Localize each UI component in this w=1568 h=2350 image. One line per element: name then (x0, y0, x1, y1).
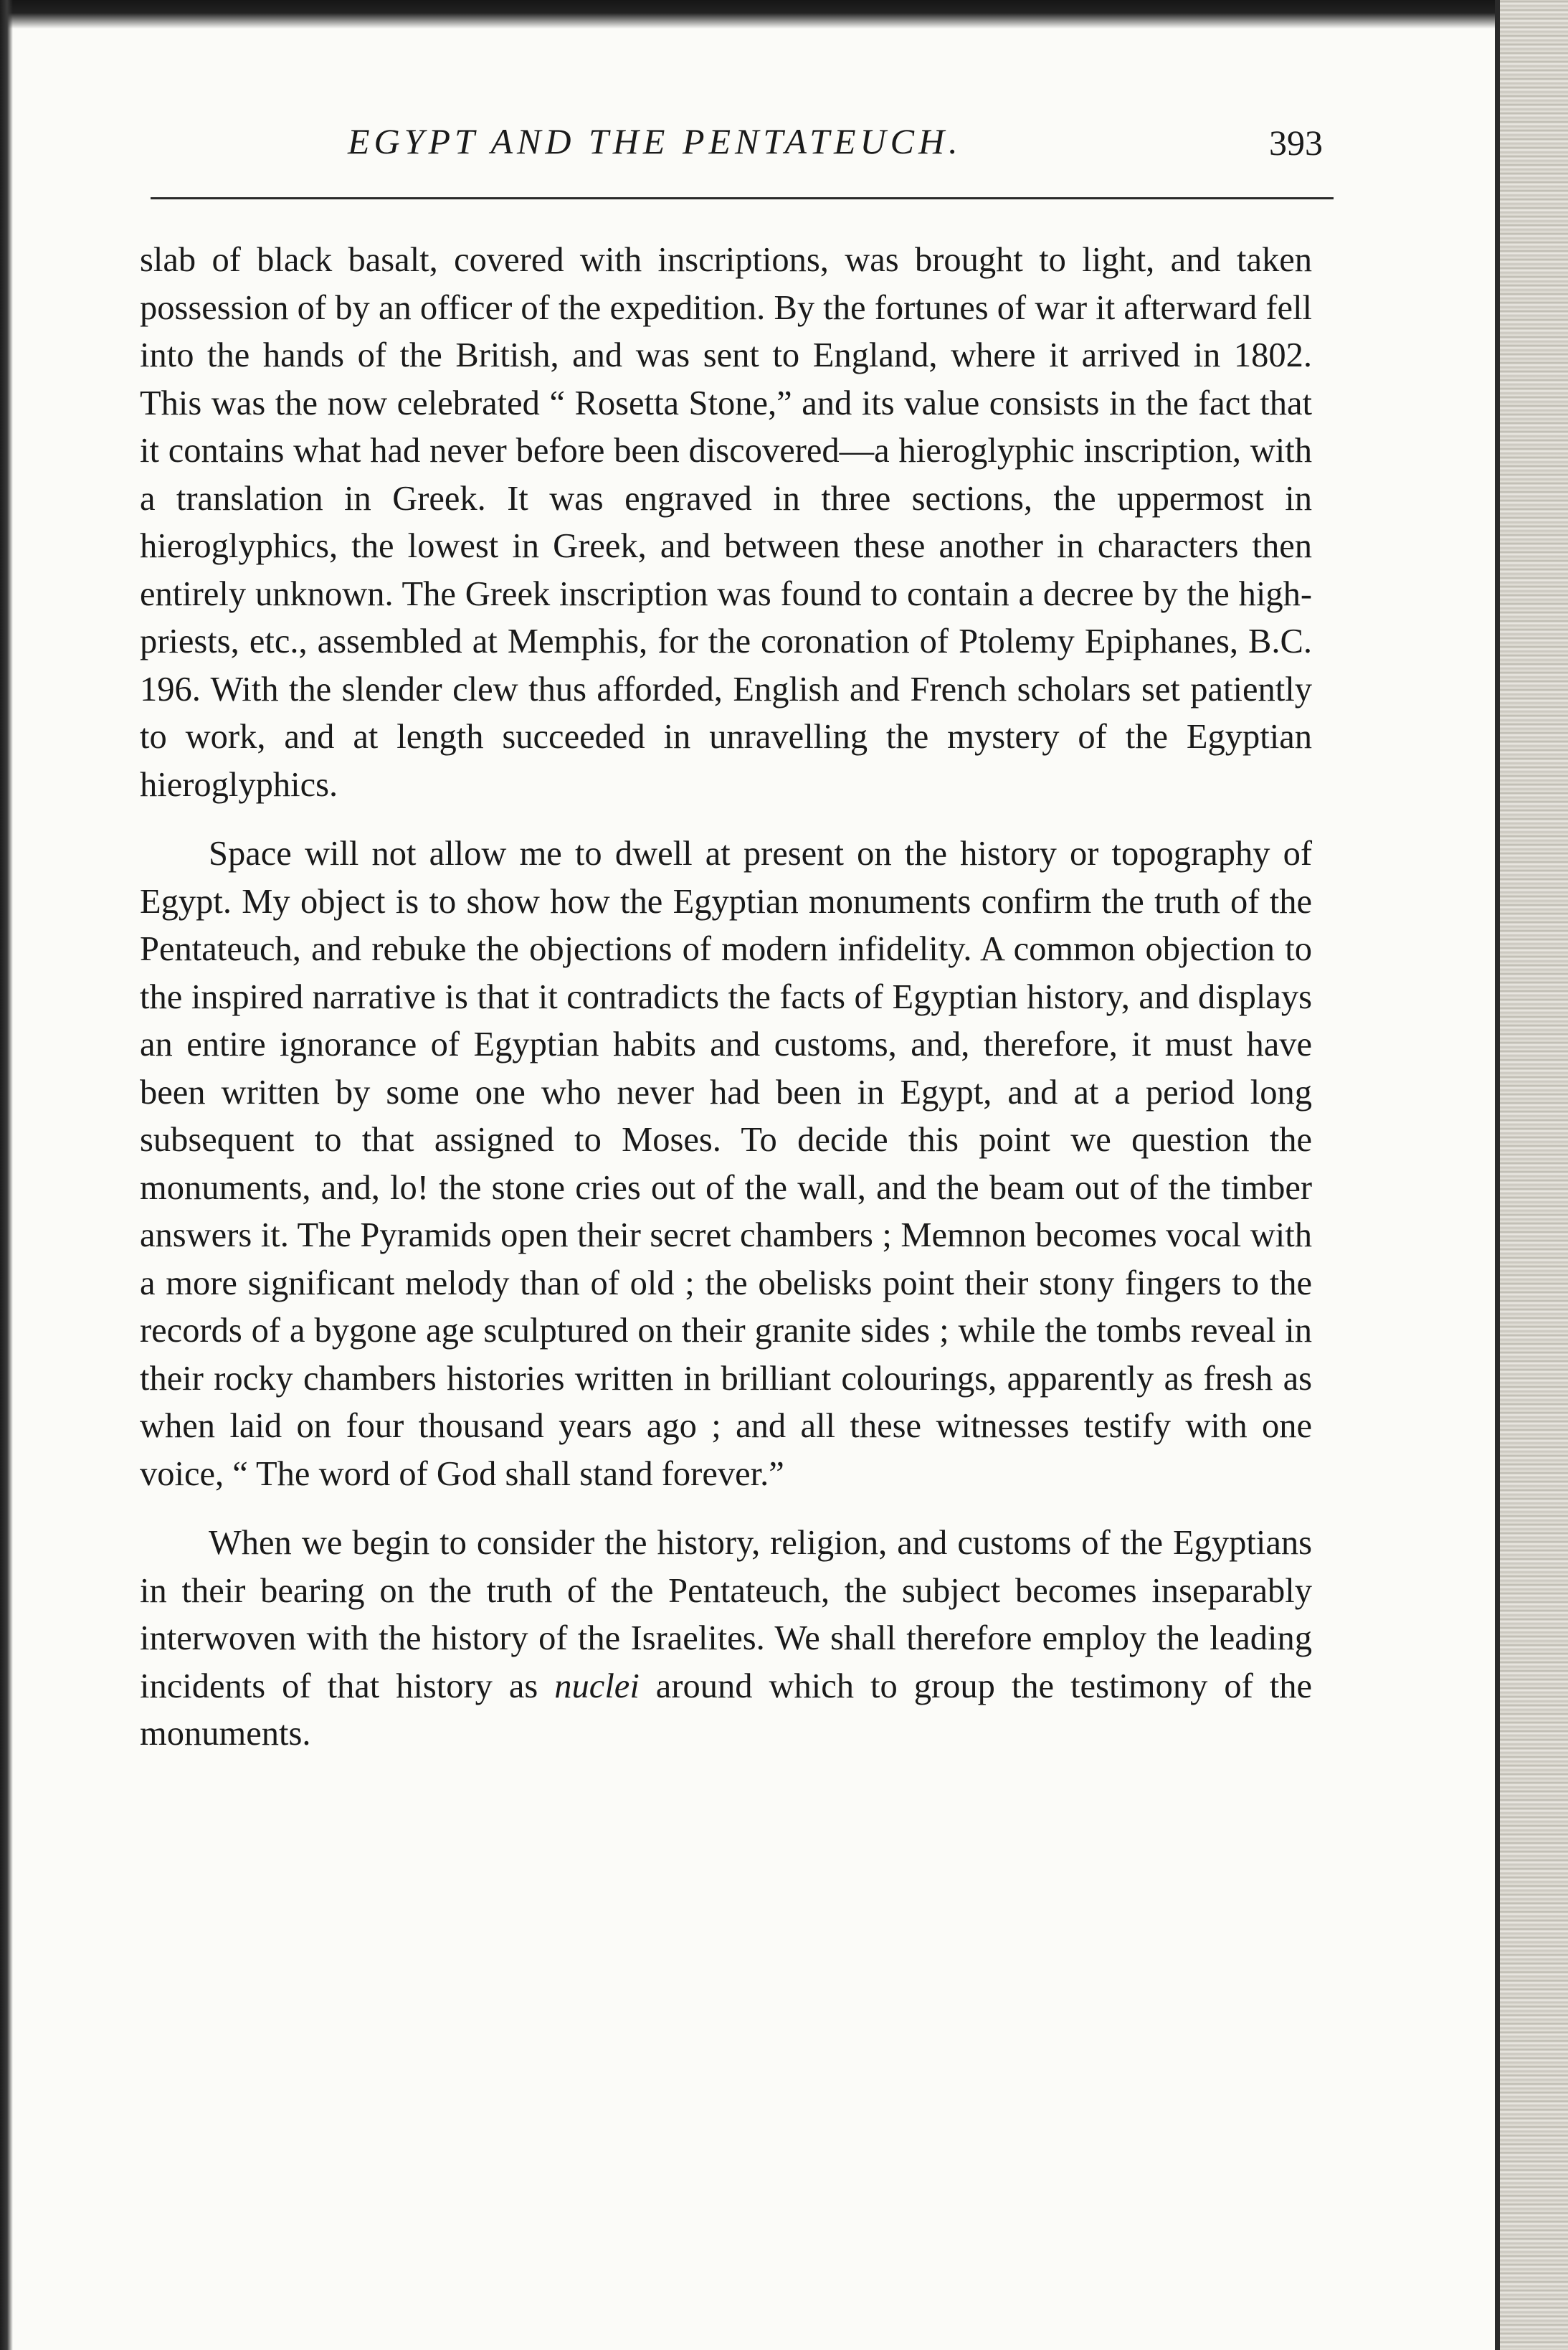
scan-top-edge (0, 0, 1568, 29)
scan-right-edge (1500, 0, 1568, 2350)
paragraph-3-text-before: When we begin to consider the history, religion, and customs of the Egyptians in their bearing on the truth of the Pentateuch, the subject becomes inseparably interwoven with the history of the Israelites. We shall therefore employ the leading incidents of that history as (140, 1524, 1312, 1705)
scan-left-edge (0, 0, 13, 2350)
paragraph-1: slab of black basalt, covered with inscriptions, was brought to light, and taken possession of by an officer of the expedition. By the fortunes of war it afterward fell into the hands of the British, and was sent to England, where it arrived in 1802. This was the now celebrated “ Rosetta Stone,” and its value consists in the fact that it contains what had never before been discovered—a hieroglyphic inscription, with a translation in Greek. It was engraved in three sections, the uppermost in hieroglyphics, the lowest in Greek, and between these another in characters then entirely unknown. The Greek inscription was found to contain a decree by the high-priests, etc., assembled at Memphis, for the coronation of Ptolemy Epiphanes, B.C. 196. With the slender clew thus afforded, English and French scholars set patiently to work, and at length succeeded in unravelling the mystery of the Egyptian hieroglyphics. (140, 241, 1312, 804)
running-head (122, 120, 1334, 178)
running-head-title: EGYPT AND THE PENTATEUCH. (348, 121, 962, 161)
paragraph-3-emphasis: nuclei (554, 1667, 640, 1705)
paragraph-3-text-after: around which to group the testimony of the monuments. (140, 1667, 1312, 1753)
page-number: 393 (1269, 123, 1323, 163)
body-text (140, 237, 1312, 1758)
header-rule (151, 197, 1334, 199)
paragraph-2: Space will not allow me to dwell at present on the history or topography of Egypt. My object is to show how the Egyptian monuments confirm the truth of the Pentateuch, and rebuke the objections of modern infidelity. A common objection to the inspired narrative is that it contradicts the facts of Egyptian history, and displays an entire ignorance of Egyptian habits and customs, and, therefore, it must have been written by some one who never had been in Egypt, and at a period long subsequent to that assigned to Moses. To decide this point we question the monuments, and, lo! the stone cries out of the wall, and the beam out of the timber answers it. The Pyramids open their secret chambers ; Memnon becomes vocal with a more significant melody than of old ; the obelisks point their stony fingers to the records of a bygone age sculptured on their granite sides ; while the tombs reveal in their rocky chambers histories written in brilliant colourings, apparently as fresh as when laid on four thousand years ago ; and all these witnesses testify with one voice, “ The word of God shall stand forever.” (140, 835, 1312, 1493)
paragraph-3 (140, 1520, 1312, 1758)
